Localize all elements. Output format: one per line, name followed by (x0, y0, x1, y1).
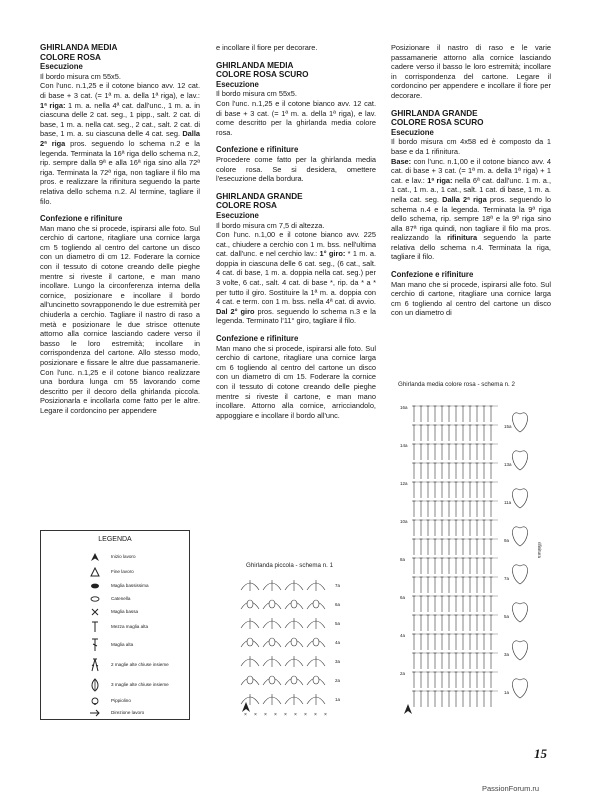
cluster-mark (313, 600, 319, 608)
scallop-mark (513, 527, 528, 546)
row-label: 1a (504, 690, 510, 695)
cluster-mark (291, 638, 297, 646)
row-label: 5a (335, 621, 341, 626)
subheading: Esecuzione (391, 127, 434, 137)
cluster-mark (247, 638, 253, 646)
sc-mark: × (284, 712, 287, 718)
sc-mark: × (304, 712, 307, 718)
subheading: Confezione e rifiniture (216, 145, 299, 155)
crochet-chart-1 (236, 572, 346, 720)
cluster-mark (269, 676, 275, 684)
row-label: 8a (400, 557, 406, 562)
cluster-mark (313, 638, 319, 646)
dc3-cluster-icon (87, 679, 103, 691)
row-label: 4a (400, 633, 406, 638)
row-label: 7a (504, 576, 510, 581)
cluster-mark (291, 600, 297, 608)
legend-item: Maglia bassa (41, 606, 191, 618)
chart-title: Ghirlanda piccola - schema n. 1 (246, 562, 334, 569)
row-label: 10a (400, 519, 408, 524)
section-heading: GHIRLANDA GRANDE COLORE ROSA (216, 191, 303, 211)
legend-item: Inizio lavoro (41, 551, 191, 563)
paragraph: Man mano che si procede, ispirarsi alle foto. Sul cerchio di cartone, ritagliare una cornice larga cm 6 togliendo al centro del cartone un disco con un diametro di (391, 279, 551, 318)
row-label: 11a (504, 500, 512, 505)
row-label: 7a (335, 583, 341, 588)
sc-mark: × (264, 712, 267, 718)
subheading: Confezione e rifiniture (216, 334, 299, 344)
start-arrow-icon (404, 704, 412, 714)
start-arrow-icon (242, 702, 250, 712)
row-label: 13a (504, 462, 512, 467)
paragraph: Con l'unc. n.1,25 e il cotone bianco avv. 12 cat. di base + 3 cat. (= 1ª m. a. della 1ª riga), e lav. come descritto per la ghirlanda media colore rosa. (216, 98, 376, 137)
section-heading: GHIRLANDA MEDIA COLORE ROSA (40, 43, 118, 62)
sc-mark: × (294, 712, 297, 718)
scallop-mark (513, 641, 528, 660)
row-label: 4a (335, 640, 341, 645)
chain-icon (87, 593, 103, 605)
row-label: 12a (400, 481, 408, 486)
start-arrow-icon (87, 551, 103, 563)
paragraph: Man mano che si procede, ispirarsi alle foto. Sul cerchio di cartone, ritagliare una cornice larga cm 6 togliendo al centro del cartone un disco con un diametro di cm 15. Foderare la cornice con il tessuto di cotone creando delle pieghe mentre si riveste il cartone, e man mano incollare. Attorno alla cornice, arricciandolo, appoggiare e incollare il bordo all'unc. (216, 343, 376, 420)
legend-item: 2 maglie alte chiuse insieme (41, 659, 191, 671)
subheading: Confezione e rifiniture (391, 270, 474, 280)
paragraph: Procedere come fatto per la ghirlanda media colore rosa. Se si desidera, omettere l'esecuzione della bordura. (216, 154, 376, 184)
paragraph: Il bordo misura cm 4x58 ed è composto da 1 base e da 1 rifinitura. (391, 137, 551, 156)
text-column-2 (216, 43, 376, 420)
legend-item: Fine lavoro (41, 566, 191, 578)
sc-mark: × (314, 712, 317, 718)
page-number: 15 (534, 746, 547, 761)
paragraph: Posizionare il nastro di raso e le varie passamanerie attorno alla cornice lasciando cadere verso il basso le loro estremità; incollare in corrispondenza del cartone. Legare il cordoncino per appendere e incollare il fiore per decorare. (391, 43, 551, 100)
sc-mark: × (254, 712, 257, 718)
row-label: 16a (400, 405, 408, 410)
row-label: 6a (335, 602, 341, 607)
cluster-mark (247, 600, 253, 608)
scallop-mark (513, 451, 528, 470)
sc-mark: × (244, 712, 247, 718)
scallop-mark (513, 489, 528, 508)
paragraph: Il bordo misura cm 55x5. (40, 71, 121, 81)
row-label: 2a (335, 678, 341, 683)
row-label: 2a (400, 671, 406, 676)
row-label: 9a (504, 538, 510, 543)
single-crochet-icon (87, 606, 103, 618)
section-heading: GHIRLANDA GRANDE COLORE ROSA SCURO (391, 108, 484, 128)
watermark: PassionForum.ru (482, 784, 540, 793)
subheading: Esecuzione (216, 210, 259, 220)
row-label: 6a (400, 595, 406, 600)
paragraph: e incollare il fiore per decorare. (216, 43, 318, 52)
subheading: Esecuzione (216, 79, 259, 89)
dc2tog-icon (87, 659, 103, 671)
sc-mark: × (324, 712, 327, 718)
text-column-1 (40, 43, 200, 416)
chart-2-diagram (398, 392, 548, 722)
legend-item: 3 maglie alte chiuse insieme (41, 679, 191, 691)
side-label: rifinitura (537, 542, 542, 559)
direction-arrow-icon (87, 707, 103, 719)
scallop-mark (513, 565, 528, 584)
row-label: 3a (335, 659, 341, 664)
legend-item: Catenella (41, 593, 191, 605)
cluster-mark (313, 676, 319, 684)
section-heading: GHIRLANDA MEDIA COLORE ROSA SCURO (216, 60, 309, 80)
cluster-mark (269, 638, 275, 646)
picot-icon (87, 695, 103, 707)
row-label: 14a (400, 443, 408, 448)
half-double-icon (87, 621, 103, 633)
paragraph: Il bordo misura cm 55x5. (216, 89, 297, 99)
text-column-3 (391, 43, 551, 318)
legend-item: Direzione lavoro (41, 707, 191, 719)
paragraph: Il bordo misura cm 7,5 di altezza. (216, 220, 325, 230)
scallop-mark (513, 603, 528, 622)
crochet-chart-2 (398, 392, 548, 722)
end-triangle-icon (87, 566, 103, 578)
legend-item: Pippiolino (41, 695, 191, 707)
slip-stitch-icon (87, 580, 103, 592)
chart-1-diagram (236, 572, 346, 720)
legend-box (40, 530, 190, 720)
legend-item: Maglia alta (41, 639, 191, 651)
chart-title: Ghirlanda media colore rosa - schema n. 2 (398, 381, 515, 388)
row-label: 5a (504, 614, 510, 619)
paragraph: Man mano che si procede, ispirarsi alle foto. Sul cerchio di cartone, ritagliare una cornice larga cm 5 togliendo al centro del cartone un disco con un diametro di cm 12. Foderare la cornice con il tessuto di cotone creando delle pieghe mentre si riveste il cartone, e man mano incollare. Lungo la circonferenza interna della cornice, posizionare e incollare il bordo all'uncinetto sovrapponendo le due estremità per chiuderla a cerchio. Tagliare il nastro di raso a metà e posizionare le due strisce ottenute attorno alla cornice lasciando cadere verso il basso le loro estremità; incollare in corrispondenza del cartone. Allo stesso modo, posizionare e fissare le altre due passamanerie. Con l'unc. n.1,25 e il cotone bianco realizzare una bordura lunga cm 55 lavorando come descritto per il decoro della ghirlanda piccola. Posizionarla e incollarla come fatto per le altre. Legare il cordoncino per appendere (40, 223, 200, 415)
cluster-mark (269, 600, 275, 608)
legend-item: Mezza maglia alta (41, 621, 191, 633)
paragraph: Base: con l'unc. n.1,00 e il cotone bianco avv. 4 cat. di base + 3 cat. (= 1ª m. a. della 1ª riga) + 1 cat. e lav.: 1ª riga: nella 6ª cat. dall'unc. 1 m. a., 1 cat., 1 m. a., 1 cat., salt. 1 cat. di base, 1 m. a. nella cat. seg. Dalla 2ª riga pros. seguendo lo schema n.4 e la legenda. Terminata la 9ª riga dello schema, rip. sempre 18ª e la 9ª riga sino alla 87ª riga quindi, non tagliare il filo ma pros. realizzando la rifinitura seguendo la parte relativa dello schema n.4. Terminata la riga, tagliare il filo. (391, 156, 552, 262)
subheading: Confezione e rifiniture (40, 214, 123, 224)
paragraph: Con l'unc. n.1,00 e il cotone bianco avv. 225 cat., chiudere a cerchio con 1 m. bss. nell'ultima cat. dall'unc. e nel cerchio lav.: 1° giro: * 1 m. a. doppia in ciascuna delle 6 cat. seg., (6 cat., salt. 4 cat. di base, 1 m. a. doppia nella cat. seg.) per 3 volte, 6 cat., salt. 4 cat. di base *, rip. da * a * per tutto il giro. Sostituire la 1ª m. a. doppia con 4 cat. e term. con 1 m. bss. nella 4ª cat. di avvio. Dal 2° giro pros. seguendo lo schema n.3 e la legenda. Terminato l'11° giro, tagliare il filo. (216, 230, 376, 326)
legend-title: LEGENDA (98, 536, 132, 543)
scallop-mark (513, 679, 528, 698)
row-label: 1a (335, 697, 341, 702)
row-label: 15a (504, 424, 512, 429)
scallop-mark (513, 413, 528, 432)
double-crochet-icon (87, 639, 103, 651)
paragraph: Con l'unc. n.1,25 e il cotone bianco avv. 12 cat. di base + 3 cat. (= 1ª m. a. della 1ª riga), e lav.: 1ª riga: 1 m. a. nella 4ª cat. dall'unc., 1 m. a. in ciascuna delle 2 cat. seg., 1 pipp., salt. 2 cat. di base, 1 m. a. nella cat. seg., 2 cat., salt. 2 cat. di base, 1 m. a. su ciascuna delle 4 cat. seg. Dalla 2ª riga pros. seguendo lo schema n.2 e la legenda. Terminata la 16ª riga dello schema n.2, rip. sempre dalla 9ª e alla 16ª riga sino alla 72ª riga. Terminata la 72ª riga, non tagliare il filo ma pros. e realizzare la rifinitura seguendo la parte relativa dello schema n.2. Al termine, tagliare il filo. (40, 81, 200, 206)
cluster-mark (247, 676, 253, 684)
sc-mark: × (274, 712, 277, 718)
subheading: Esecuzione (40, 62, 83, 72)
legend-item: Maglia bassissima (41, 580, 191, 592)
cluster-mark (291, 676, 297, 684)
row-label: 3a (504, 652, 510, 657)
